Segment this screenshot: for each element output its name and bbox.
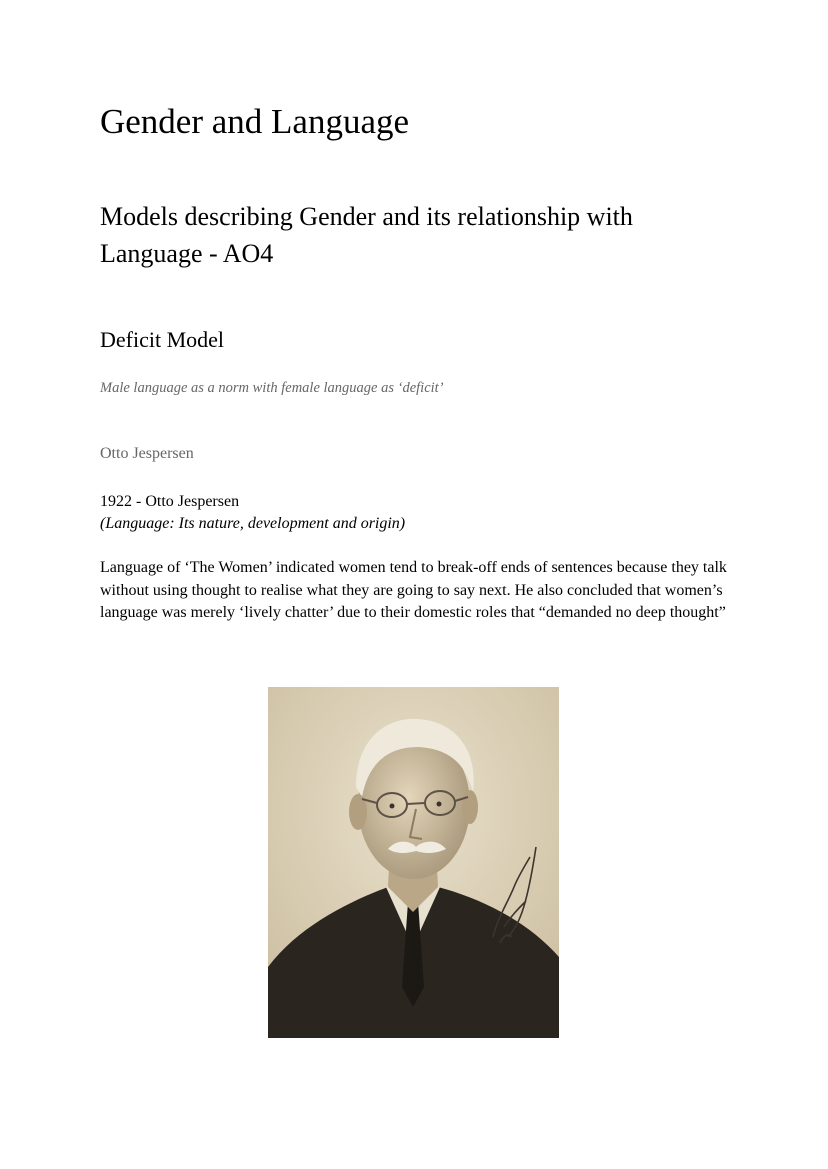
portrait-eye-left [390,804,395,809]
section-description: Male language as a norm with female language as ‘deficit’ [100,380,444,396]
page-subtitle: Models describing Gender and its relationship with Language - AO4 [100,202,633,268]
citation [100,491,405,535]
portrait-image [268,687,559,1038]
portrait-ear-right [462,790,478,824]
portrait-eye-right [437,802,442,807]
theorist-label: Otto Jespersen [100,445,194,462]
section-heading: Deficit Model [100,327,225,352]
portrait-photo-illustration [268,687,559,1038]
page-title: Gender and Language [100,102,410,141]
citation-year-author: 1922 - Otto Jespersen [100,493,240,510]
body-paragraph: Language of ‘The Women’ indicated women tend to break-off ends of sentences because they talk without using thought to realise what they are going to say next. He also concluded that women’s language was merely ‘lively chatter’ due to their domestic roles that “demanded no deep thought” [100,559,727,621]
citation-work: (Language: Its nature, development and origin) [100,515,406,532]
